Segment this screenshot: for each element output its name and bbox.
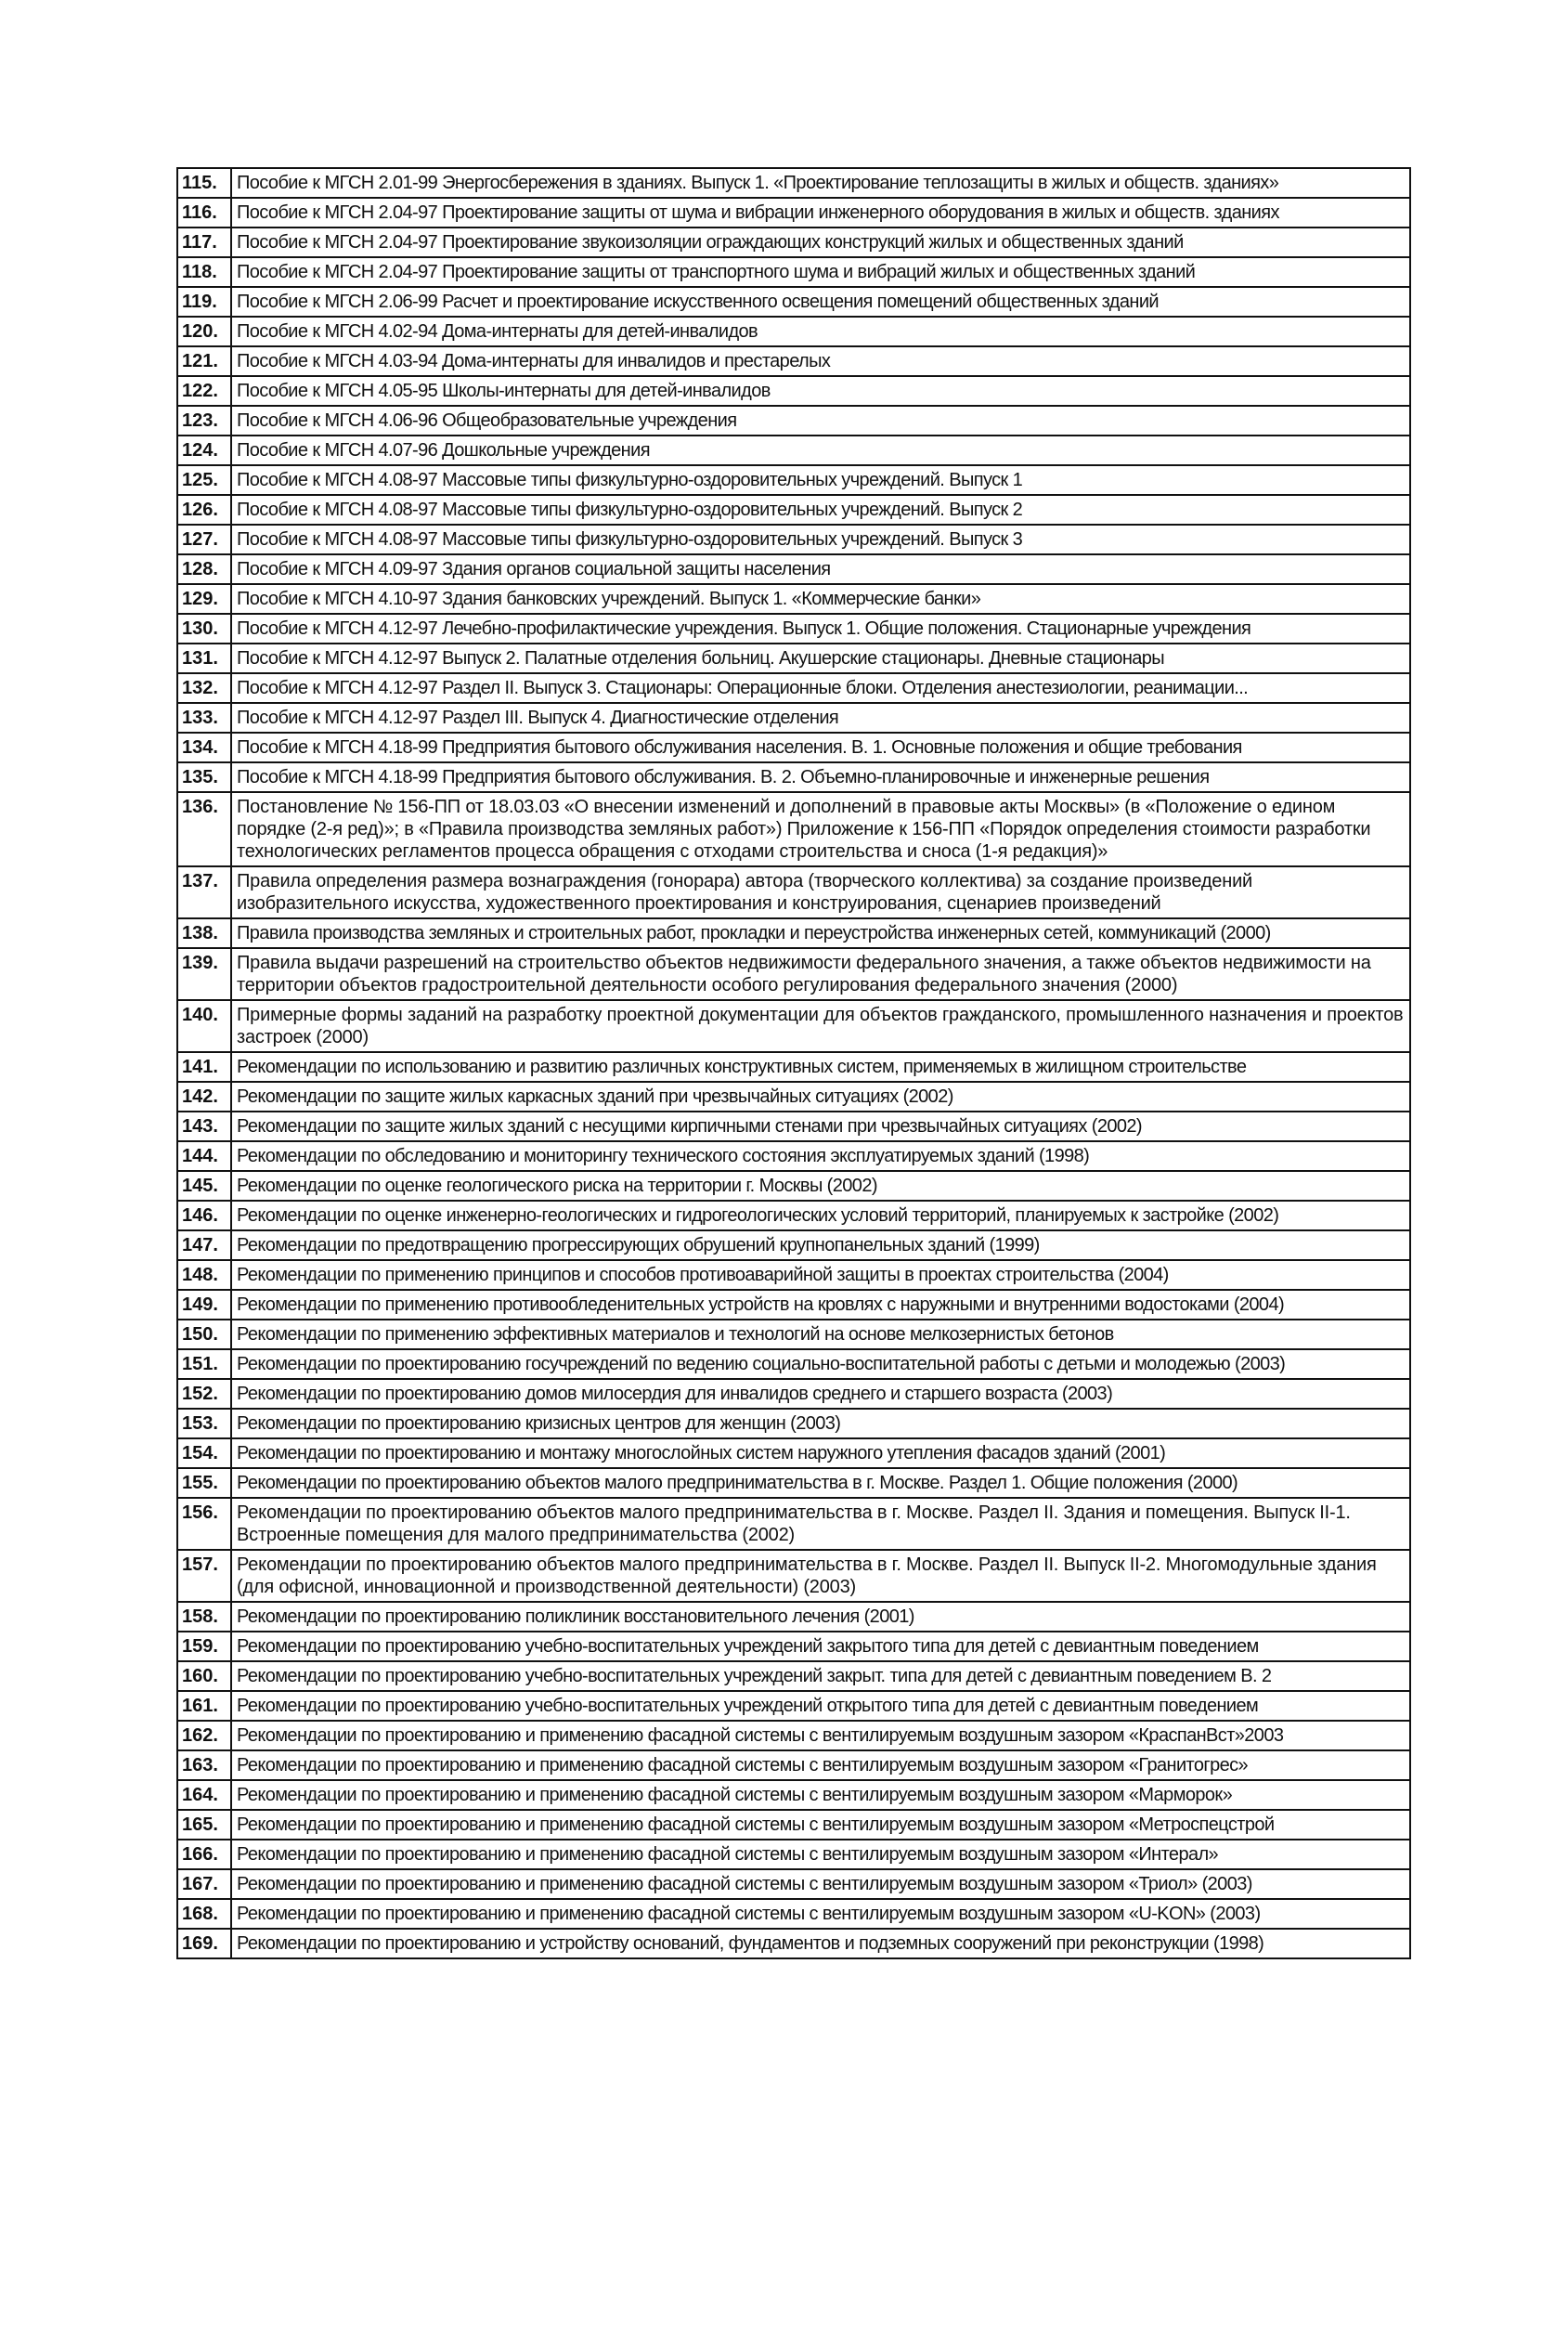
row-title: Пособие к МГСН 4.12-97 Выпуск 2. Палатные отделения больниц. Акушерские стационары. Дневные стационары: [231, 644, 1410, 673]
table-row: [177, 1052, 1410, 1082]
row-number: 140.: [177, 1000, 231, 1052]
row-title: Пособие к МГСН 4.12-97 Раздел III. Выпуск 4. Диагностические отделения: [231, 703, 1410, 733]
table-row: [177, 1112, 1410, 1141]
row-number: 117.: [177, 228, 231, 257]
row-number: 145.: [177, 1171, 231, 1201]
row-title: Рекомендации по защите жилых каркасных зданий при чрезвычайных ситуациях (2002): [231, 1082, 1410, 1112]
row-number: 163.: [177, 1750, 231, 1780]
row-title: Рекомендации по оценке геологического риска на территории г. Москвы (2002): [231, 1171, 1410, 1201]
row-title: Пособие к МГСН 4.18-99 Предприятия бытового обслуживания. В. 2. Объемно-планировочные и инженерные решения: [231, 762, 1410, 792]
row-number: 153.: [177, 1409, 231, 1438]
row-title: Рекомендации по проектированию и применению фасадной системы с вентилируемым воздушным зазором «Интерал»: [231, 1840, 1410, 1869]
row-title: Пособие к МГСН 4.07-96 Дошкольные учреждения: [231, 436, 1410, 465]
row-title: Рекомендации по проектированию поликлиник восстановительного лечения (2001): [231, 1602, 1410, 1632]
table-row: [177, 495, 1410, 525]
row-number: 158.: [177, 1602, 231, 1632]
table-row: [177, 1082, 1410, 1112]
row-title: Правила производства земляных и строительных работ, прокладки и переустройства инженерных сетей, коммуникаций (2000): [231, 918, 1410, 948]
table-row: [177, 228, 1410, 257]
row-title: Рекомендации по использованию и развитию различных конструктивных систем, применяемых в жилищном строительстве: [231, 1052, 1410, 1082]
row-title: Рекомендации по применению противообледенительных устройств на кровлях с наружными и внутренними водостоками (2004): [231, 1290, 1410, 1320]
row-title: Правила определения размера вознаграждения (гонорара) автора (творческого коллектива) за создание произведений изобразительного искусства, художественного проектирования и конструирования, сценариев произведений: [231, 866, 1410, 918]
row-title: Пособие к МГСН 4.05-95 Школы-интернаты для детей-инвалидов: [231, 376, 1410, 406]
row-number: 168.: [177, 1899, 231, 1929]
row-number: 126.: [177, 495, 231, 525]
table-row: [177, 465, 1410, 495]
row-number: 147.: [177, 1230, 231, 1260]
table-row: [177, 918, 1410, 948]
row-number: 169.: [177, 1929, 231, 1958]
row-title: Рекомендации по проектированию и применению фасадной системы с вентилируемым воздушным зазором «Гранитогрес»: [231, 1750, 1410, 1780]
row-number: 142.: [177, 1082, 231, 1112]
row-title: Рекомендации по проектированию и устройству оснований, фундаментов и подземных сооружений при реконструкции (1998): [231, 1929, 1410, 1958]
row-number: 118.: [177, 257, 231, 287]
table-row: [177, 1632, 1410, 1661]
row-title: Рекомендации по проектированию учебно-воспитательных учреждений закрытого типа для детей с девиантным поведением: [231, 1632, 1410, 1661]
row-title: Рекомендации по применению принципов и способов противоаварийной защиты в проектах строительства (2004): [231, 1260, 1410, 1290]
row-number: 121.: [177, 346, 231, 376]
row-number: 143.: [177, 1112, 231, 1141]
table-row: [177, 1201, 1410, 1230]
row-title: Пособие к МГСН 4.09-97 Здания органов социальной защиты населения: [231, 554, 1410, 584]
row-number: 130.: [177, 614, 231, 644]
row-title: Пособие к МГСН 4.08-97 Массовые типы физкультурно-оздоровительных учреждений. Выпуск 2: [231, 495, 1410, 525]
table-row: [177, 1750, 1410, 1780]
row-number: 135.: [177, 762, 231, 792]
row-title: Рекомендации по проектированию госучреждений по ведению социально-воспитательной работы с детьми и молодежью (2003): [231, 1349, 1410, 1379]
table-row: [177, 584, 1410, 614]
row-title: Пособие к МГСН 2.06-99 Расчет и проектирование искусственного освещения помещений общественных зданий: [231, 287, 1410, 317]
table-row: [177, 644, 1410, 673]
row-number: 131.: [177, 644, 231, 673]
table-row: [177, 317, 1410, 346]
table-row: [177, 673, 1410, 703]
row-title: Рекомендации по проектированию учебно-воспитательных учреждений закрыт. типа для детей с девиантным поведением В. 2: [231, 1661, 1410, 1691]
table-row: [177, 1661, 1410, 1691]
row-number: 129.: [177, 584, 231, 614]
table-row: [177, 1000, 1410, 1052]
row-number: 159.: [177, 1632, 231, 1661]
table-row: [177, 1379, 1410, 1409]
table-row: [177, 792, 1410, 866]
table-row: [177, 1550, 1410, 1602]
row-title: Рекомендации по оценке инженерно-геологических и гидрогеологических условий территорий, планируемых к застройке (2002): [231, 1201, 1410, 1230]
row-number: 141.: [177, 1052, 231, 1082]
table-row: [177, 866, 1410, 918]
table-row: [177, 1691, 1410, 1721]
row-number: 137.: [177, 866, 231, 918]
table-row: [177, 1840, 1410, 1869]
row-title: Пособие к МГСН 4.12-97 Раздел II. Выпуск 3. Стационары: Операционные блоки. Отделения анестезиологии, реанимации...: [231, 673, 1410, 703]
row-number: 156.: [177, 1498, 231, 1550]
row-title: Пособие к МГСН 2.04-97 Проектирование защиты от транспортного шума и вибраций жилых и общественных зданий: [231, 257, 1410, 287]
row-number: 151.: [177, 1349, 231, 1379]
row-title: Пособие к МГСН 4.08-97 Массовые типы физкультурно-оздоровительных учреждений. Выпуск 3: [231, 525, 1410, 554]
table-row: [177, 168, 1410, 198]
table-row: [177, 1899, 1410, 1929]
table-row: [177, 554, 1410, 584]
table-row: [177, 198, 1410, 228]
row-title: Пособие к МГСН 4.12-97 Лечебно-профилактические учреждения. Выпуск 1. Общие положения. Стационарные учреждения: [231, 614, 1410, 644]
row-number: 166.: [177, 1840, 231, 1869]
row-number: 139.: [177, 948, 231, 1000]
row-number: 119.: [177, 287, 231, 317]
table-row: [177, 346, 1410, 376]
row-number: 152.: [177, 1379, 231, 1409]
row-number: 127.: [177, 525, 231, 554]
row-number: 148.: [177, 1260, 231, 1290]
row-title: Пособие к МГСН 4.08-97 Массовые типы физкультурно-оздоровительных учреждений. Выпуск 1: [231, 465, 1410, 495]
table-row: [177, 762, 1410, 792]
row-number: 128.: [177, 554, 231, 584]
table-row: [177, 287, 1410, 317]
table-row: [177, 1349, 1410, 1379]
table-row: [177, 614, 1410, 644]
table-row: [177, 1320, 1410, 1349]
row-number: 122.: [177, 376, 231, 406]
table-row: [177, 703, 1410, 733]
table-row: [177, 1438, 1410, 1468]
table-row: [177, 1780, 1410, 1810]
table-row: [177, 733, 1410, 762]
row-title: Рекомендации по проектированию домов милосердия для инвалидов среднего и старшего возраста (2003): [231, 1379, 1410, 1409]
row-number: 150.: [177, 1320, 231, 1349]
table-row: [177, 1141, 1410, 1171]
row-number: 125.: [177, 465, 231, 495]
row-number: 136.: [177, 792, 231, 866]
table-row: [177, 1171, 1410, 1201]
table-row: [177, 376, 1410, 406]
table-row: [177, 1468, 1410, 1498]
row-title: Рекомендации по проектированию и применению фасадной системы с вентилируемым воздушным зазором «U-KON» (2003): [231, 1899, 1410, 1929]
table-row: [177, 1602, 1410, 1632]
row-title: Рекомендации по предотвращению прогрессирующих обрушений крупнопанельных зданий (1999): [231, 1230, 1410, 1260]
table-row: [177, 1721, 1410, 1750]
row-number: 144.: [177, 1141, 231, 1171]
table-row: [177, 1929, 1410, 1958]
table-row: [177, 525, 1410, 554]
row-title: Пособие к МГСН 4.03-94 Дома-интернаты для инвалидов и престарелых: [231, 346, 1410, 376]
row-number: 134.: [177, 733, 231, 762]
row-title: Рекомендации по проектированию учебно-воспитательных учреждений открытого типа для детей с девиантным поведением: [231, 1691, 1410, 1721]
row-number: 116.: [177, 198, 231, 228]
table-row: [177, 948, 1410, 1000]
row-title: Рекомендации по проектированию и применению фасадной системы с вентилируемым воздушным зазором «Метроспецстрой: [231, 1810, 1410, 1840]
table-row: [177, 1409, 1410, 1438]
row-title: Пособие к МГСН 4.02-94 Дома-интернаты для детей-инвалидов: [231, 317, 1410, 346]
document-list-table: [176, 167, 1411, 1959]
table-row: [177, 406, 1410, 436]
row-number: 161.: [177, 1691, 231, 1721]
row-title: Пособие к МГСН 4.10-97 Здания банковских учреждений. Выпуск 1. «Коммерческие банки»: [231, 584, 1410, 614]
table-row: [177, 1498, 1410, 1550]
row-title: Рекомендации по применению эффективных материалов и технологий на основе мелкозернистых бетонов: [231, 1320, 1410, 1349]
row-title: Рекомендации по проектированию и применению фасадной системы с вентилируемым воздушным зазором «КраспанВст»2003: [231, 1721, 1410, 1750]
row-number: 167.: [177, 1869, 231, 1899]
row-number: 160.: [177, 1661, 231, 1691]
row-title: Пособие к МГСН 2.01-99 Энергосбережения в зданиях. Выпуск 1. «Проектирование теплозащиты в жилых и обществ. зданиях»: [231, 168, 1410, 198]
row-number: 146.: [177, 1201, 231, 1230]
row-title: Постановление № 156-ПП от 18.03.03 «О внесении изменений и дополнений в правовые акты Москвы» (в «Положение о едином порядке (2-я ред)»; в «Правила производства земляных работ») Приложение к 156-ПП «Порядок определения стоимости разработки технологических регламентов процесса обращения с отходами строительства и сноса (1-я редакция)»: [231, 792, 1410, 866]
row-number: 162.: [177, 1721, 231, 1750]
table-row: [177, 1260, 1410, 1290]
row-number: 157.: [177, 1550, 231, 1602]
row-number: 120.: [177, 317, 231, 346]
row-title: Пособие к МГСН 2.04-97 Проектирование защиты от шума и вибрации инженерного оборудования в жилых и обществ. зданиях: [231, 198, 1410, 228]
table-row: [177, 1230, 1410, 1260]
row-number: 115.: [177, 168, 231, 198]
row-title: Правила выдачи разрешений на строительство объектов недвижимости федерального значения, а также объектов недвижимости на территории объектов градостроительной деятельности особого регулирования федерального значения (2000): [231, 948, 1410, 1000]
row-title: Рекомендации по проектированию объектов малого предпринимательства в г. Москве. Раздел 1. Общие положения (2000): [231, 1468, 1410, 1498]
row-number: 138.: [177, 918, 231, 948]
table-row: [177, 1869, 1410, 1899]
row-title: Рекомендации по проектированию объектов малого предпринимательства в г. Москве. Раздел II. Выпуск II-2. Многомодульные здания (для офисной, инновационной и производственной деятельности) (2003): [231, 1550, 1410, 1602]
row-number: 155.: [177, 1468, 231, 1498]
table-row: [177, 257, 1410, 287]
table-row: [177, 436, 1410, 465]
row-title: Рекомендации по обследованию и мониторингу технического состояния эксплуатируемых зданий (1998): [231, 1141, 1410, 1171]
row-title: Рекомендации по проектированию кризисных центров для женщин (2003): [231, 1409, 1410, 1438]
table-body: [177, 168, 1410, 1958]
table-row: [177, 1810, 1410, 1840]
table-row: [177, 1290, 1410, 1320]
row-number: 154.: [177, 1438, 231, 1468]
row-title: Пособие к МГСН 4.06-96 Общеобразовательные учреждения: [231, 406, 1410, 436]
row-title: Пособие к МГСН 4.18-99 Предприятия бытового обслуживания населения. В. 1. Основные положения и общие требования: [231, 733, 1410, 762]
row-number: 165.: [177, 1810, 231, 1840]
row-title: Рекомендации по проектированию и монтажу многослойных систем наружного утепления фасадов зданий (2001): [231, 1438, 1410, 1468]
row-title: Рекомендации по проектированию и применению фасадной системы с вентилируемым воздушным зазором «Марморок»: [231, 1780, 1410, 1810]
row-number: 149.: [177, 1290, 231, 1320]
row-title: Рекомендации по проектированию и применению фасадной системы с вентилируемым воздушным зазором «Триол» (2003): [231, 1869, 1410, 1899]
row-number: 132.: [177, 673, 231, 703]
row-title: Примерные формы заданий на разработку проектной документации для объектов гражданского, промышленного назначения и проектов застроек (2000): [231, 1000, 1410, 1052]
row-title: Рекомендации по защите жилых зданий с несущими кирпичными стенами при чрезвычайных ситуациях (2002): [231, 1112, 1410, 1141]
row-number: 164.: [177, 1780, 231, 1810]
row-title: Рекомендации по проектированию объектов малого предпринимательства в г. Москве. Раздел II. Здания и помещения. Выпуск II-1. Встроенные помещения для малого предпринимательства (2002): [231, 1498, 1410, 1550]
row-title: Пособие к МГСН 2.04-97 Проектирование звукоизоляции ограждающих конструкций жилых и общественных зданий: [231, 228, 1410, 257]
row-number: 133.: [177, 703, 231, 733]
row-number: 123.: [177, 406, 231, 436]
row-number: 124.: [177, 436, 231, 465]
